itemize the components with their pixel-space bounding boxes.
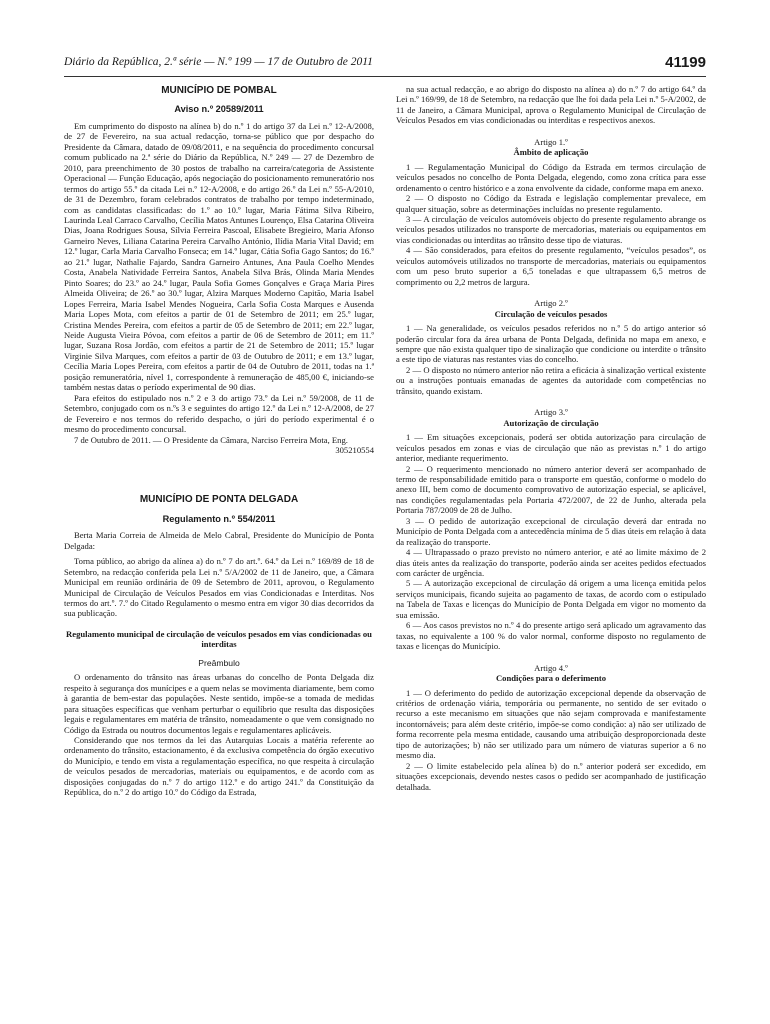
article-number: Artigo 4.º <box>534 662 568 673</box>
paragraph: 4 — São considerados, para efeitos do presente regulamento, “veículos pesados”, os veículos automóveis utilizados no transporte de mercadorias, materiais ou equipamentos com um peso bruto superior a 6,5 toneladas e que ultrapassem 6,5 metros de comprimento ou 2,2 metros de largura. <box>396 245 706 287</box>
page-header <box>64 56 706 77</box>
article-title: Âmbito de aplicação <box>513 147 589 158</box>
municipality-title: MUNICÍPIO DE PONTA DELGADA <box>139 494 299 506</box>
paragraph: 1 — Na generalidade, os veículos pesados referidos no n.º 5 do artigo anterior só poderão circular fora da área urbana de Ponta Delgada, definida no mapa em anexo, e sempre que não exista qualquer tipo de sinalização que condicione ou interdite o trânsito a este tipo de viaturas nas restantes vias do concelho. <box>396 323 706 365</box>
paragraph: Considerando que nos termos da lei das Autarquias Locais a matéria referente ao ordenamento do trânsito, estacionamento, é da exclusiva competência do órgão executivo do Município, e tendo em vista a regulamentação específica, no que respeita à circulação de veículos pesados de mercadorias, materiais ou equipamentos, e de acordo com as disposições conjugadas do n.º 7 do artigo 112.º e do artigo 241.º da Constituição da República, do n.º 2 do artigo 10.º do Código da Estrada, <box>64 735 374 798</box>
paragraph: 2 — O requerimento mencionado no número anterior deverá ser acompanhado de termo de responsabilidade emitido para o transporte em questão, conforme o modelo do anexo III, bem como de documento comprovativo de autorização especial, se aplicável, nas condições regulamentadas pela Portaria 472/2007, de 22 de Junho, alterada pela Portaria 787/2009 de 28 de Julho. <box>396 463 706 516</box>
article-number: Artigo 2.º <box>534 298 568 309</box>
paragraph: O ordenamento do trânsito nas áreas urbanas do concelho de Ponta Delgada diz respeito à segurança dos munícipes e a quem nelas se movimenta diariamente, bem como à garantia de bem-estar das populações. Neste sentido, impõe-se a tomada de medidas para situações específicas que venham perturbar o equilíbrio que resulta das disposições legais e regulamentares em matéria de trânsito, nomeadamente o que vem consignado no Código da Estrada ou noutros documentos legais e regulamentares aplicáveis. <box>64 672 374 735</box>
paragraph: 3 — A circulação de veículos automóveis objecto do presente regulamento abrange os veículos pesados utilizados no transporte de mercadorias, materiais ou equipamentos em vias condicionadas ou interditas ao trânsito desse tipo de viaturas. <box>396 213 706 245</box>
article-title: Autorização de circulação <box>503 417 599 428</box>
paragraph: 2 — O disposto no Código da Estrada e legislação complementar prevalece, em qualquer situação, sobre as determinações incluídas no presente regulamento. <box>396 193 706 214</box>
journal-header: Diário da República, 2.ª série — N.º 199 — 17 de Outubro de 2011 <box>64 56 373 68</box>
paragraph: 4 — Ultrapassado o prazo previsto no número anterior, e até ao limite máximo de 2 dias úteis antes da realização do transporte, poderão ainda ser aceites pedidos efectuados com carácter de urgência. <box>396 547 706 579</box>
paragraph: Torna público, ao abrigo da alínea a) do n.º 7 do art.º. 64.º da Lei n.º 169/89 de 18 de Setembro, na redacção conferida pela Lei n.º 5/A/2002 de 11 de Janeiro, que, a Câmara Municipal em reunião ordinária de 09 de Setembro de 2011, aprovou, o Regulamento Municipal de Circulação de Veículos Pesados em vias Condicionadas e Interditas. Nos termos do art.º. 7.º do Citado Regulamento o mesmo entra em vigor 30 dias decorridos da sua publicação. <box>64 556 374 619</box>
article-title: Condições para o deferimento <box>495 673 607 684</box>
preamble-heading: Preâmbulo <box>198 657 240 668</box>
article-title: Circulação de veículos pesados <box>494 308 608 319</box>
left-column <box>64 84 374 798</box>
notice-title: Aviso n.º 20589/2011 <box>174 104 264 115</box>
paragraph: Para efeitos do estipulado nos n.º 2 e 3 do artigo 73.º da Lei n.º 59/2008, de 11 de Setembro, conjugado com os n.ºs 3 e seguintes do artigo 12.º da Lei n.º 12-A/2008, de 27 de Fevereiro e nos termos do referido despacho, o júri do período experimental é o mesmo do procedimento concursal. <box>64 392 374 435</box>
paragraph: 5 — A autorização excepcional de circulação dá origem a uma licença emitida pelos serviços municipais, ficando sujeita ao pagamento de taxas, de acordo com o estipulado na Tabela de Taxas e licenças do Município de Ponta Delgada em vigor no momento da sua emissão. <box>396 578 706 620</box>
regulation-number: Regulamento n.º 554/2011 <box>162 513 276 524</box>
article-number: Artigo 1.º <box>534 136 568 147</box>
municipality-title: MUNICÍPIO DE POMBAL <box>161 85 277 96</box>
article-number: Artigo 3.º <box>534 407 568 418</box>
signature: 7 de Outubro de 2011. — O Presidente da Câmara, Narciso Ferreira Mota, Eng. <box>74 434 348 445</box>
paragraph: Em cumprimento do disposto na alínea b) do n.º 1 do artigo 37 da Lei n.º 12-A/2008, de 27 de Fevereiro, na sua actual redacção, torna-se público que por despacho do Presidente da Câmara, datado de 09/08/2011, e na sequência do procedimento concursal comum publicado na 2.ª série do Diário da República, N.º 249 — 27 de Dezembro de 2010, para preenchimento de 30 postos de trabalho na carreira/categoria de Assistente Operacional — Função Educação, após negociação do posicionamento remuneratório nos termos do artigo 55.º da citada Lei n.º 12-A/2008, e do artigo 26.º da Lei n.º 55-A/2010, de 31 de Dezembro, foram celebrados contratos de trabalho por tempo indeterminado, com as candidatas classificadas: do 1.º ao 10.º lugar, Maria Fátima Silva Ribeiro, Laurinda Leal Carraco Carvalho, Cecília Matos Antunes Lourenço, Elsa Catarina Oliveira Dias, Joana Rodrigues Sousa, Sílvia Ferreira Pascoal, Elisabete Bregieiro, Maria Afonso Garneiro Neves, Liliana Catarina Pereira Carvalho António, Ilídia Maria Vital David; em 12.º lugar, Carla Maria Carvalho Fonseca; em 14.º lugar, Cátia Sofia Gago Santos; do 16.º ao 21.º lugar, Nathalie Fajardo, Sandra Garneiro Antunes, Ana Paula Coelho Mendes Costa, Anabela Natividade Ferreira Santos, Anabela Silva Brás, Olinda Maria Mendes Pinto Soares; do 23.º ao 24.º lugar, Paula Sofia Gomes Gonçalves e Graça Maria Pires Almeida Oliveira; de 26.º ao 30.º lugar, Alzira Marques Moderno Capitão, Maria Isabel Lopes Ferreira, Maria Isabel Mendes Nogueira, Carla Sofia Costa Marques e Ausenda Maria Lopes Mota, com efeitos a partir de 01 de Setembro de 2011; em 25.º lugar, Cristina Mendes Pereira, com efeitos a partir de 05 de Setembro de 2011; em 22.º lugar, Neide Augusta Vieira Póvoa, com efeitos a partir de 06 de Setembro de 2011; em 11.º lugar, Suzana Rosa Jordão, com efeitos a partir de 21 de Setembro de 2011; 15.º lugar Virginie Silva Marques, com efeitos a partir de 03 de Outubro de 2011; e em 13.º lugar, Cecília Maria Lopes Pereira, com efeitos a partir de 04 de Outubro de 2011, todas na 1.ª posição remuneratória, nível 1, correspondente à remuneração de 485,00 €, iniciando-se também nestas datas o período experimental de 90 dias. <box>64 120 374 393</box>
paragraph: 2 — O disposto no número anterior não retira a eficácia à sinalização vertical existente ou a instruções pontuais emanadas de agentes da autoridade com competências no trânsito, quando existam. <box>396 364 706 396</box>
paragraph: na sua actual redacção, e ao abrigo do disposto na alínea a) do n.º 7 do artigo 64.º da Lei n.º 169/99, de 18 de Setembro, na redacção que lhe foi dada pela Lei n.º 5-A/2002, de 11 de Janeiro, a Câmara Municipal, aprova o Regulamento Municipal de Circulação de Veículos Pesados em vias condicionadas ou interditas e respectivos anexos. <box>396 84 706 126</box>
paragraph: 2 — O limite estabelecido pela alínea b) do n.º anterior poderá ser excedido, em situações excepcionais, devendo nestes casos o pedido ser acompanhado de justificação detalhada. <box>396 760 706 792</box>
paragraph: 1 — Regulamentação Municipal do Código da Estrada em termos circulação de veículos pesados no concelho de Ponta Delgada, elegendo, como zona crítica para esse ordenamento o centro histórico e a zona envolvente da cidade, conforme mapa em anexo. <box>396 161 706 193</box>
reference-number: 305210554 <box>335 444 374 455</box>
regulation-title: Regulamento municipal de circulação de veículos pesados em vias condicionadas ou interditas <box>66 628 372 650</box>
paragraph: Berta Maria Correia de Almeida de Melo Cabral, Presidente do Município de Ponta Delgada: <box>64 530 374 551</box>
paragraph: 1 — Em situações excepcionais, poderá ser obtida autorização para circulação de veículos pesados em zonas e vias de circulação que não as previstas n.º 1 do artigo anterior, mediante requerimento. <box>396 432 706 464</box>
paragraph: 6 — Aos casos previstos no n.º 4 do presente artigo será aplicado um agravamento das taxas, no equivalente a 100 % do valor normal, conforme disposto no regulamento de taxas e licenças do Município. <box>396 620 706 652</box>
paragraph: 1 — O deferimento do pedido de autorização excepcional depende da observação de critérios de ordenação viária, temporária ou permanente, no sentido de ser evitado o recurso a este mecanismo em situações que não sejam comprovada e manifestamente incontornáveis; para além deste critério, impõe-se como condição: a) não ser utilizado de forma recorrente pela mesma entidade, causando uma atribuição desproporcionada deste tipo de autorizações; b) não ser utilizado para um número de viaturas superior a 6 no mesmo dia. <box>396 687 706 761</box>
page-number: 41199 <box>665 54 706 71</box>
right-column <box>396 84 706 792</box>
paragraph: 3 — O pedido de autorização excepcional de circulação deverá dar entrada no Município de Ponta Delgada com a antecedência mínima de 5 dias úteis em relação à data da realização do transporte. <box>396 515 706 547</box>
